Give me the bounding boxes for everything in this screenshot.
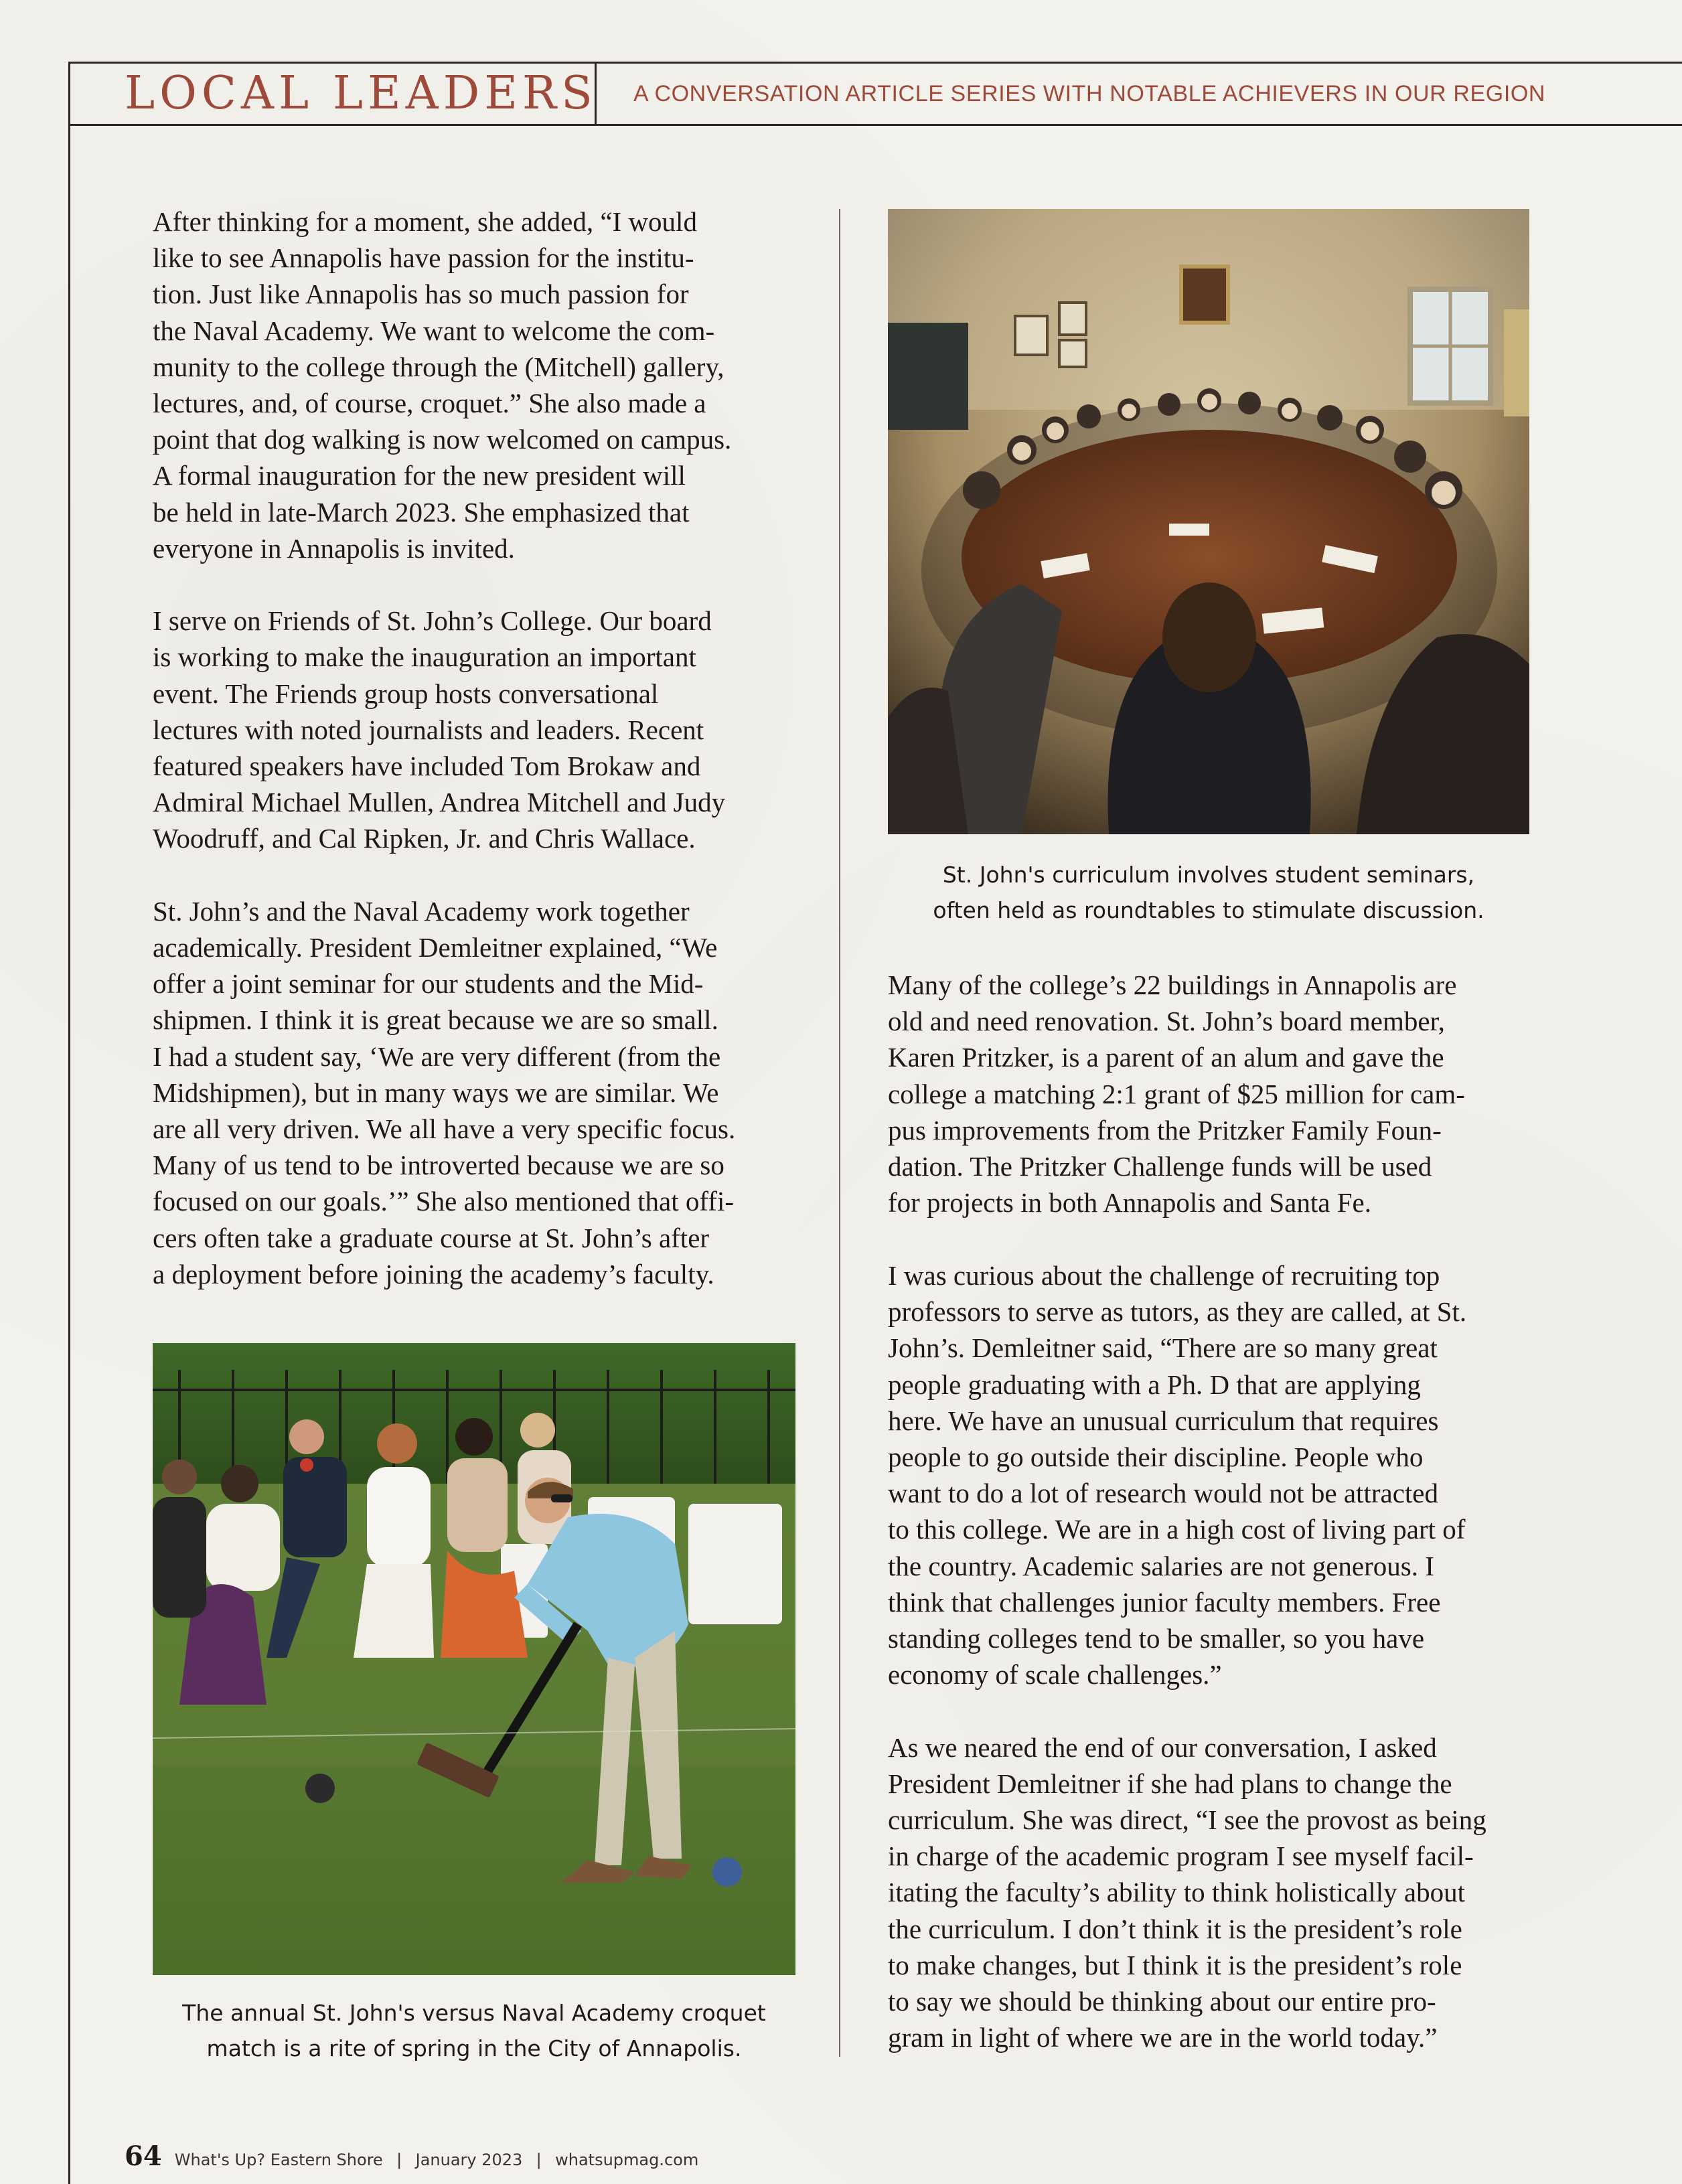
text-line: focused on our goals.’” She also mentioned that offi- xyxy=(153,1186,735,1217)
right-column-text-bottom xyxy=(888,1257,1544,2055)
text-line: are all very driven. We all have a very specific focus. xyxy=(153,1113,736,1145)
text-line: Woodruff, and Cal Ripken, Jr. and Chris Wallace. xyxy=(153,823,696,854)
text-line: the Naval Academy. We want to welcome the com- xyxy=(153,315,715,346)
text-line: professors to serve as tutors, as they are called, at St. xyxy=(888,1296,1467,1328)
text-line: like to see Annapolis have passion for the institu- xyxy=(153,242,694,274)
paragraph xyxy=(888,1729,1544,2056)
text-line: As we neared the end of our conversation, I asked xyxy=(888,1731,1437,1763)
text-line: event. The Friends group hosts conversational xyxy=(153,678,659,709)
text-line: people to go outside their discipline. People who xyxy=(888,1441,1424,1473)
text-line: I had a student say, ‘We are very different (from the xyxy=(153,1040,721,1072)
header-rule-top xyxy=(70,62,1682,64)
text-line: Admiral Michael Mullen, Andrea Mitchell and Judy xyxy=(153,787,726,818)
issue-date: January 2023 xyxy=(415,2151,523,2169)
text-line: college a matching 2:1 grant of $25 million for cam- xyxy=(888,1078,1465,1109)
text-line: Many of the college’s 22 buildings in Annapolis are xyxy=(888,969,1457,1000)
page-footer xyxy=(125,2140,698,2173)
text-line: After thinking for a moment, she added, “I would xyxy=(153,206,697,237)
text-line: A formal inauguration for the new president will xyxy=(153,460,686,491)
caption-line: match is a rite of spring in the City of Annapolis. xyxy=(206,2035,742,2061)
paragraph xyxy=(888,1257,1544,1693)
text-line: Many of us tend to be introverted because we are so xyxy=(153,1150,724,1181)
text-line: Midshipmen), but in many ways we are similar. We xyxy=(153,1077,719,1108)
text-line: pus improvements from the Pritzker Family Foun- xyxy=(888,1114,1442,1146)
text-line: President Demleitner if she had plans to change the xyxy=(888,1768,1452,1799)
section-title: LOCAL LEADERS xyxy=(125,67,597,120)
paragraph xyxy=(153,204,802,566)
text-line: gram in light of where we are in the world today.” xyxy=(888,2022,1438,2053)
caption-line: St. John's curriculum involves student seminars, xyxy=(942,862,1475,888)
separator-glyph: | xyxy=(536,2151,542,2169)
croquet-caption xyxy=(153,1995,795,2066)
text-line: tion. Just like Annapolis has so much passion for xyxy=(153,279,689,310)
text-line: point that dog walking is now welcomed on campus. xyxy=(153,424,732,455)
text-line: everyone in Annapolis is invited. xyxy=(153,532,515,564)
croquet-photo xyxy=(153,1343,795,1975)
text-line: to this college. We are in a high cost of living part of xyxy=(888,1514,1466,1545)
paragraph xyxy=(888,967,1544,1221)
text-line: St. John’s and the Naval Academy work together xyxy=(153,895,690,927)
text-line: lectures with noted journalists and leaders. Recent xyxy=(153,714,704,745)
page-left-rule xyxy=(68,62,70,2184)
text-line: want to do a lot of research would not be attracted xyxy=(888,1478,1438,1509)
text-line: offer a joint seminar for our students and the Mid- xyxy=(153,968,704,1000)
text-line: I was curious about the challenge of recruiting top xyxy=(888,1260,1440,1291)
left-column-text xyxy=(153,204,802,1292)
paragraph xyxy=(153,893,802,1292)
text-line: to make changes, but I think it is the president’s role xyxy=(888,1949,1462,1980)
paragraph xyxy=(153,603,802,856)
text-line: dation. The Pritzker Challenge funds will be used xyxy=(888,1151,1432,1182)
text-line: academically. President Demleitner explained, “We xyxy=(153,932,718,963)
text-line: the country. Academic salaries are not generous. I xyxy=(888,1550,1434,1581)
text-line: featured speakers have included Tom Brokaw and xyxy=(153,751,701,782)
text-line: economy of scale challenges.” xyxy=(888,1659,1222,1691)
separator-glyph: | xyxy=(396,2151,402,2169)
page-number: 64 xyxy=(125,2140,162,2172)
text-line: think that challenges junior faculty members. Free xyxy=(888,1586,1441,1618)
seminar-photo-illustration xyxy=(888,209,1529,834)
text-line: people graduating with a Ph. D that are applying xyxy=(888,1369,1421,1400)
text-line: lectures, and, of course, croquet.” She also made a xyxy=(153,388,706,419)
seminar-photo xyxy=(888,209,1529,834)
text-line: to say we should be thinking about our entire pro- xyxy=(888,1986,1436,2017)
right-column-text-top xyxy=(888,967,1544,1221)
text-line: itating the faculty’s ability to think holistically about xyxy=(888,1877,1466,1908)
text-line: the curriculum. I don’t think it is the president’s role xyxy=(888,1913,1462,1944)
header-rule-bottom xyxy=(70,124,1682,126)
text-line: John’s. Demleitner said, “There are so many great xyxy=(888,1332,1438,1364)
text-line: cers often take a graduate course at St. John’s after xyxy=(153,1222,710,1253)
text-line: a deployment before joining the academy’s faculty. xyxy=(153,1258,714,1290)
publication-name: What's Up? Eastern Shore xyxy=(174,2151,383,2169)
footer-separator xyxy=(526,2151,552,2169)
website-link[interactable]: whatsupmag.com xyxy=(555,2151,699,2169)
text-line: standing colleges tend to be smaller, so you have xyxy=(888,1623,1425,1654)
text-line: old and need renovation. St. John’s board member, xyxy=(888,1006,1445,1037)
text-line: I serve on Friends of St. John’s College. Our board xyxy=(153,605,712,637)
text-line: here. We have an unusual curriculum that requires xyxy=(888,1405,1439,1436)
caption-line: The annual St. John's versus Naval Academy croquet xyxy=(182,2000,766,2026)
text-line: shipmen. I think it is great because we are so small. xyxy=(153,1004,718,1036)
text-line: is working to make the inauguration an important xyxy=(153,641,696,673)
text-line: for projects in both Annapolis and Santa Fe. xyxy=(888,1187,1371,1219)
section-subtitle: A CONVERSATION ARTICLE SERIES WITH NOTABLE ACHIEVERS IN OUR REGION xyxy=(633,81,1546,106)
caption-line: often held as roundtables to stimulate discussion. xyxy=(933,897,1484,923)
seminar-caption xyxy=(888,857,1529,928)
croquet-photo-illustration xyxy=(153,1343,795,1975)
text-line: be held in late-March 2023. She emphasized that xyxy=(153,496,690,528)
text-line: curriculum. She was direct, “I see the provost as being xyxy=(888,1804,1486,1836)
text-line: in charge of the academic program I see myself facil- xyxy=(888,1841,1474,1872)
column-divider xyxy=(839,209,840,2057)
footer-separator xyxy=(386,2151,412,2169)
text-line: munity to the college through the (Mitchell) gallery, xyxy=(153,351,724,382)
text-line: Karen Pritzker, is a parent of an alum and gave the xyxy=(888,1042,1444,1073)
